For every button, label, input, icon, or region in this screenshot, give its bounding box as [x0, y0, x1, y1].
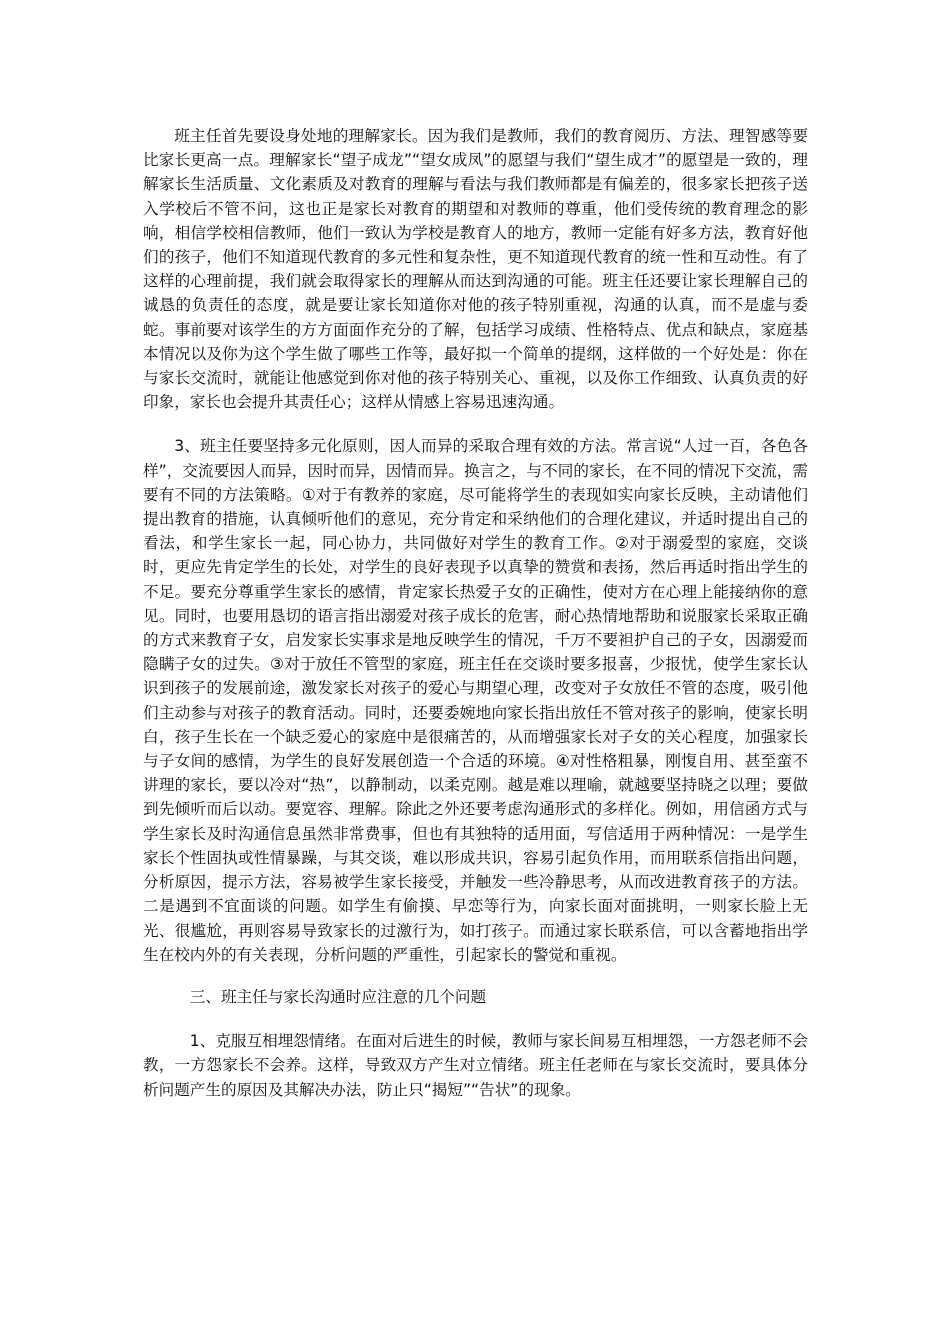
paragraph-diversified-principle: 3、班主任要坚持多元化原则，因人而异的采取合理有效的方法。常言说“人过一百，各色各样”，交流要因人而异，因时而异，因情而异。换言之，与不同的家长，在不同的情况下交流，需要有不同的方法策略。①对于有教养的家庭，尽可能将学生的表现如实向家长反映，主动请他们提出教育的措施，认真倾听他们的意见，充分肯定和采纳他们的合理化建议，并适时提出自己的看法，和学生家长一起，同心协力，共同做好对学生的教育工作。②对于溺爱型的家庭，交谈时，更应先肯定学生的长处，对学生的良好表现予以真挚的赞赏和表扬，然后再适时指出学生的不足。要充分尊重学生家长的感情，肯定家长热爱子女的正确性，使对方在心理上能接纳你的意见。同时，也要用恳切的语言指出溺爱对孩子成长的危害，耐心热情地帮助和说服家长采取正确的方式来教育子女，启发家长实事求是地反映学生的情况，千万不要袒护自己的子女，因溺爱而隐瞒子女的过失。③对于放任不管型的家庭，班主任在交谈时要多报喜，少报忧，使学生家长认识到孩子的发展前途，激发家长对孩子的爱心与期望心理，改变对子女放任不管的态度，吸引他们主动参与对孩子的教育活动。同时，还要委婉地向家长指出放任不管对孩子的影响，使家长明白，孩子生长在一个缺乏爱心的家庭中是很痛苦的，从而增强家长对子女的关心程度，加强家长与子女间的感情，为学生的良好发展创造一个合适的环境。④对性格粗暴，刚愎自用、甚至蛮不讲理的家长，要以冷对“热”，以静制动，以柔克刚。越是难以理喻，就越要坚持晓之以理；要做到先倾听而后以动。要宽容、理解。除此之外还要考虑沟通形式的多样化。例如，用信函方式与学生家长及时沟通信息虽然非常费事，但也有其独特的适用面，写信适用于两种情况：一是学生家长个性固执或性情暴躁，与其交谈，难以形成共识，容易引起负作用，而用联系信指出问题，分析原因，提示方法，容易被学生家长接受，并触发一些冷静思考，从而改进教育孩子的方法。二是遇到不宜面谈的问题。如学生有偷摸、早恋等行为，向家长面对面挑明，一则家长脸上无光、很尴尬，再则容易导致家长的过激行为，如打孩子。而通过家长联系信，可以含蓄地指出学生在校内外的有关表现，分析问题的严重性，引起家长的警觉和重视。	[143, 437, 808, 964]
paragraph-understand-parents: 班主任首先要设身处地的理解家长。因为我们是教师，我们的教育阅历、方法、理智感等要比家长更高一点。理解家长“望子成龙”“望女成凤”的愿望与我们“望生成才”的愿望是一致的，理解家长生活质量、文化素质及对教育的理解与看法与我们教师都是有偏差的，很多家长把孩子送入学校后不管不问，这也正是家长对教育的期望和对教师的尊重，他们受传统的教育理念的影响，相信学校相信教师，他们一致认为学校是教育人的地方，教师一定能有好多方法，教育好他们的孩子，他们不知道现代教育的多元性和复杂性，更不知道现代教育的统一性和互动性。有了这样的心理前提，我们就会取得家长的理解从而达到沟通的可能。班主任还要让家长理解自己的诚恳的负责任的态度，就是要让家长知道你对他的孩子特别重视，沟通的认真，而不是虚与委蛇。事前要对该学生的方方面面作充分的了解，包括学习成绩、性格特点、优点和缺点，家庭基本情况以及你为这个学生做了哪些工作等，最好拟一个简单的提纲，这样做的一个好处是：你在与家长交流时，就能让他感觉到你对他的孩子特别关心、重视，以及你工作细致、认真负责的好印象，家长也会提升其责任心；这样从情感上容易迅速沟通。	[143, 127, 808, 412]
document-page	[143, 124, 808, 1102]
paragraph-overcome-complaints: 1、克服互相埋怨情绪。在面对后进生的时候，教师与家长间易互相埋怨，一方怨老师不会教，一方怨家长不会养。这样，导致双方产生对立情绪。班主任老师在与家长交流时，要具体分析问题产生的原因及其解决办法，防止只“揭短”“告状”的现象。	[143, 1032, 808, 1099]
section-heading: 三、班主任与家长沟通时应注意的几个问题	[189, 987, 487, 1006]
